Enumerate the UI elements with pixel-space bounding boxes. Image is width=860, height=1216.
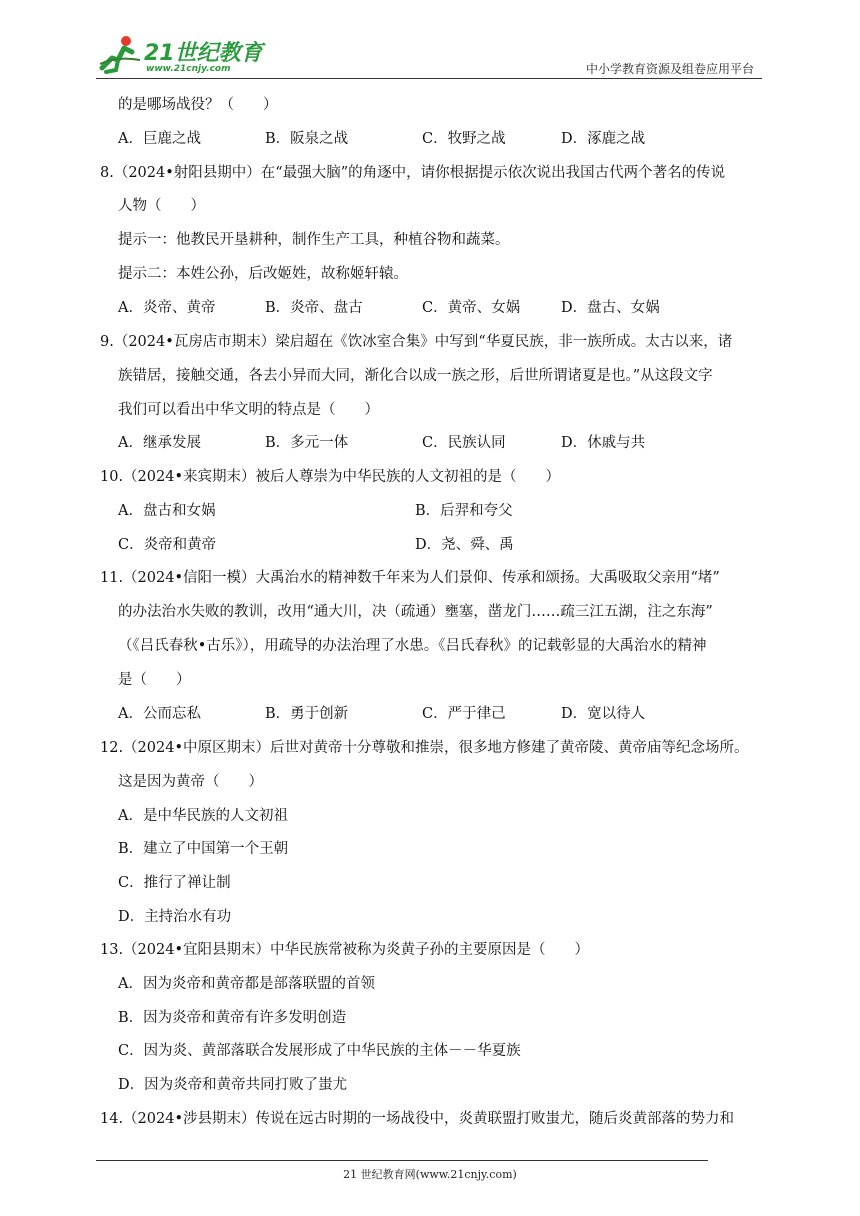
- answer-option: D．盘古、女娲: [561, 300, 660, 316]
- answer-option: A．公而忘私: [118, 706, 201, 722]
- answer-option: D．休戚与共: [561, 435, 646, 451]
- answer-option: A．炎帝、黄帝: [118, 300, 216, 316]
- question-text-line: 提示二：本姓公孙，后改姬姓，故称姬轩辕。: [118, 266, 408, 282]
- page-header: [96, 30, 760, 78]
- question-text-line: 10.（2024•来宾期末）被后人尊崇为中华民族的人文初祖的是（ ）: [100, 469, 561, 485]
- platform-title: 中小学教育资源及组卷应用平台: [585, 62, 754, 76]
- question-text-line: 族错居，接触交通，各去小异而大同，渐化合以成一族之形，后世所谓诸夏是也。”从这段文字: [118, 368, 713, 384]
- answer-option: A．盘古和女娲: [118, 503, 216, 519]
- answer-option: C．民族认同: [422, 435, 506, 451]
- answer-option: D．尧、舜、禹: [415, 537, 514, 553]
- answer-option: C．严于律己: [422, 706, 506, 722]
- answer-option: B．阪泉之战: [265, 131, 349, 147]
- answer-option: B．因为炎帝和黄帝有许多发明创造: [118, 1010, 347, 1026]
- question-text-line: 12.（2024•中原区期末）后世对黄帝十分尊敬和推崇，很多地方修建了黄帝陵、黄帝庙等纪念场所。: [100, 740, 749, 756]
- question-text-line: 8.（2024•射阳县期中）在“最强大脑”的角逐中，请你根据提示依次说出我国古代两个著名的传说: [100, 165, 726, 181]
- answer-option: B．建立了中国第一个王朝: [118, 841, 289, 857]
- question-text-line: 13.（2024•宜阳县期末）中华民族常被称为炎黄子孙的主要原因是（ ）: [100, 942, 590, 958]
- question-text-line: 的办法治水失败的教训，改用“通大川，决（疏通）壅塞，凿龙门……疏三江五湖，注之东海”: [118, 604, 713, 620]
- question-text-line: （《吕氏春秋•古乐》），用疏导的办法治理了水患。《吕氏春秋》的记载彰显的大禹治水的精神: [118, 638, 707, 654]
- answer-option: C．黄帝、女娲: [422, 300, 521, 316]
- question-text-line: 是（ ）: [118, 672, 191, 688]
- answer-option: D．主持治水有功: [118, 909, 232, 925]
- question-text-line: 14.（2024•涉县期末）传说在远古时期的一场战役中，炎黄联盟打败蚩尤，随后炎黄部落的势力和: [100, 1111, 735, 1127]
- question-text-line: 这是因为黄帝（ ）: [118, 774, 263, 790]
- answer-option: B．勇于创新: [265, 706, 349, 722]
- answer-option: A．继承发展: [118, 435, 201, 451]
- answer-option: A．因为炎帝和黄帝都是部落联盟的首领: [118, 976, 375, 992]
- answer-option: C．炎帝和黄帝: [118, 537, 217, 553]
- runner-logo-icon: [96, 34, 142, 74]
- answer-option: D．宽以待人: [561, 706, 646, 722]
- header-divider: [96, 78, 762, 79]
- site-logo[interactable]: [96, 30, 266, 78]
- logo-url: www.21cnjy.com: [146, 64, 231, 74]
- question-text-line: 11.（2024•信阳一模）大禹治水的精神数千年来为人们景仰、传承和颂扬。大禹吸取父亲用“堵”: [100, 570, 720, 586]
- question-text-line: 我们可以看出中华文明的特点是（ ）: [118, 402, 379, 418]
- answer-option: B．后羿和夸父: [415, 503, 513, 519]
- answer-option: C．因为炎、黄部落联合发展形成了中华民族的主体－－华夏族: [118, 1043, 521, 1059]
- footer-divider: [96, 1160, 708, 1161]
- question-text-line: 的是哪场战役？（ ）: [118, 97, 278, 113]
- answer-option: C．推行了禅让制: [118, 875, 231, 891]
- answer-option: B．炎帝、盘古: [265, 300, 363, 316]
- question-text-line: 人物（ ）: [118, 198, 205, 214]
- answer-option: A．巨鹿之战: [118, 131, 201, 147]
- answer-option: D．涿鹿之战: [561, 131, 646, 147]
- question-text-line: 9.（2024•瓦房店市期末）梁启超在《饮冰室合集》中写到“华夏民族，非一族所成。太古以来，诸: [100, 334, 733, 350]
- question-text-line: 提示一：他教民开垦耕种，制作生产工具，种植谷物和蔬菜。: [118, 232, 510, 248]
- logo-text: 21世纪教育: [144, 41, 263, 66]
- answer-option: A．是中华民族的人文初祖: [118, 808, 288, 824]
- answer-option: B．多元一体: [265, 435, 349, 451]
- answer-option: D．因为炎帝和黄帝共同打败了蚩尤: [118, 1077, 348, 1093]
- page-footer[interactable]: 21 世纪教育网(www.21cnjy.com): [343, 1168, 517, 1181]
- answer-option: C．牧野之战: [422, 131, 506, 147]
